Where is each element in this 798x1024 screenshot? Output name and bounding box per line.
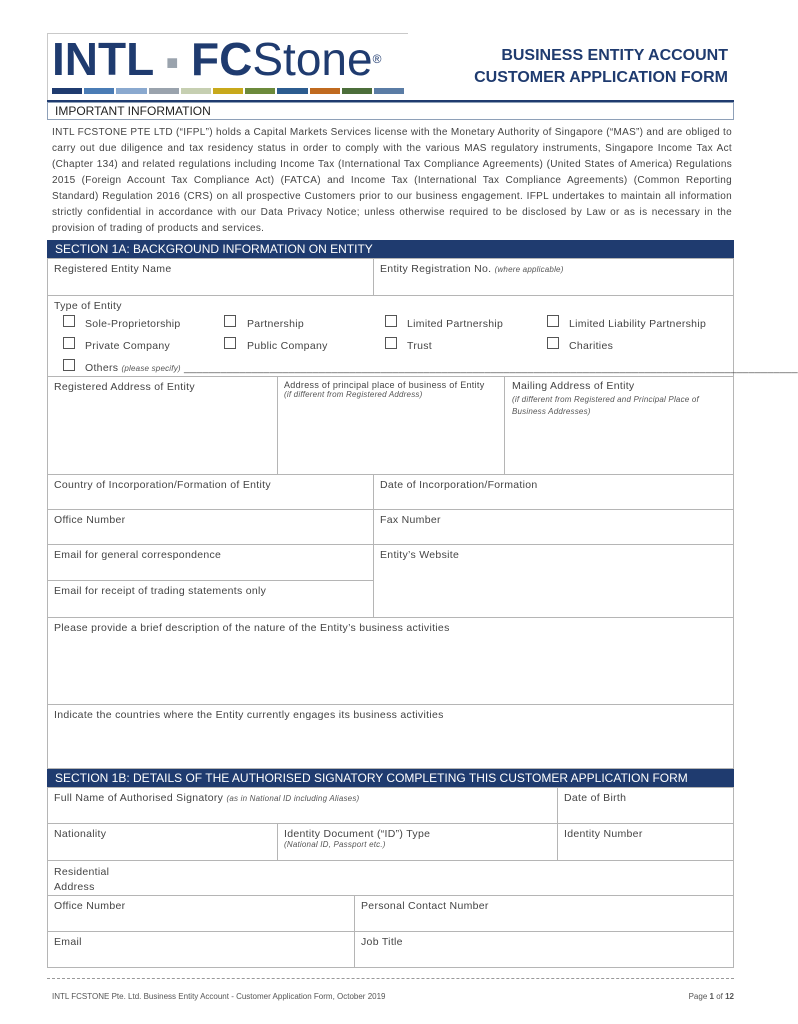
sole-proprietorship-label: Sole-Proprietorship xyxy=(85,318,181,330)
logo-fc: FC xyxy=(191,33,253,85)
important-info-text: INTL FCSTONE PTE LTD (“IFPL”) holds a Capital Markets Services license with the Monetary Authority of Singapore (“MAS”) and are obliged to carry out due diligence and tax residency status in order to comply with the various MAS regulatory instruments, Singapore Income Tax Act (Chapter 134) and related regulations including Income Tax (International Tax Compliance Agreements) (United States of America) Regulations 2015 (Foreign Account Tax Compliance Act) (FATCA) and Income Tax (International Tax Compliance Agreements) (Common Reporting Standard) Regulation 2016 (CRS) on all prospective Customers prior to our business engagement. IFPL undertakes to maintain all information strictly confidential in accordance with our Data Privacy Notice; unless otherwise required to be disclosed by Law or as is necessary in the provision of trading of products and services. xyxy=(52,127,732,234)
logo-stripe-5 xyxy=(213,88,243,94)
sole-proprietorship-checkbox[interactable] xyxy=(63,315,75,327)
logo-wordmark xyxy=(52,34,381,88)
signatory-full-name-note: (as in National ID including Aliases) xyxy=(226,794,360,803)
logo-stripe-4 xyxy=(181,88,211,94)
email-statements-label: Email for receipt of trading statements only xyxy=(54,585,267,597)
email-statements-field[interactable] xyxy=(47,580,374,618)
others-checkbox[interactable] xyxy=(63,359,75,371)
limited-liability-partnership-label: Limited Liability Partnership xyxy=(569,318,707,330)
signatory-office-number-field[interactable] xyxy=(47,895,355,932)
trust-checkbox[interactable] xyxy=(385,337,397,349)
entity-registration-no-note: (where applicable) xyxy=(494,265,564,274)
nationality-field[interactable] xyxy=(47,823,278,861)
limited-partnership-checkbox[interactable] xyxy=(385,315,397,327)
logo-color-stripes xyxy=(52,88,406,94)
others-field[interactable] xyxy=(85,362,798,374)
job-title-field[interactable] xyxy=(354,931,734,968)
logo-stripe-8 xyxy=(310,88,340,94)
job-title-label: Job Title xyxy=(361,936,403,948)
registered-entity-name-label: Registered Entity Name xyxy=(54,263,172,275)
footer-page-number xyxy=(660,992,734,1001)
charities-checkbox[interactable] xyxy=(547,337,559,349)
date-of-birth-field[interactable] xyxy=(557,787,734,824)
registered-address-field[interactable] xyxy=(47,376,278,475)
logo-stripe-10 xyxy=(374,88,404,94)
logo-separator: ■ xyxy=(166,51,179,74)
section-1b-heading: SECTION 1B: DETAILS OF THE AUTHORISED SIGNATORY COMPLETING THIS CUSTOMER APPLICATION FORM xyxy=(47,769,734,787)
charities-label: Charities xyxy=(569,340,614,352)
mailing-address-label: Mailing Address of Entity xyxy=(512,380,635,392)
footer-company: INTL FCSTONE Pte. Ltd. xyxy=(52,992,142,1001)
logo-registered-mark: ® xyxy=(372,52,382,66)
logo-stripe-7 xyxy=(277,88,307,94)
principal-address-note: (if different from Registered Address) xyxy=(284,390,423,399)
entity-registration-no-field[interactable] xyxy=(373,258,734,296)
others-note: (please specify) xyxy=(121,364,181,373)
signatory-full-name-field[interactable] xyxy=(47,787,558,824)
logo-stripe-9 xyxy=(342,88,372,94)
partnership-checkbox[interactable] xyxy=(224,315,236,327)
signatory-office-number-label: Office Number xyxy=(54,900,126,912)
id-type-label: Identity Document (“ID”) Type xyxy=(284,828,431,840)
fax-number-label: Fax Number xyxy=(380,514,441,526)
residential-address-label-2: Address xyxy=(54,881,95,893)
partnership-label: Partnership xyxy=(247,318,304,330)
business-description-field[interactable] xyxy=(47,617,734,705)
footer-left xyxy=(52,992,385,1001)
form-title xyxy=(474,45,728,89)
residential-address-field[interactable] xyxy=(47,860,734,896)
footer-rule xyxy=(47,978,734,979)
footer-page-current: 1 xyxy=(709,992,714,1001)
entity-website-field[interactable] xyxy=(373,544,734,618)
signatory-email-label: Email xyxy=(54,936,82,948)
footer-doc-title: Business Entity Account - Customer Application Form, October 2019 xyxy=(143,992,386,1001)
country-of-incorporation-field[interactable] xyxy=(47,474,374,510)
private-company-label: Private Company xyxy=(85,340,171,352)
logo-stripe-2 xyxy=(116,88,146,94)
public-company-label: Public Company xyxy=(247,340,328,352)
logo-stripe-3 xyxy=(149,88,179,94)
limited-liability-partnership-checkbox[interactable] xyxy=(547,315,559,327)
business-countries-field[interactable] xyxy=(47,704,734,769)
email-general-field[interactable] xyxy=(47,544,374,581)
entity-registration-no-label: Entity Registration No. xyxy=(380,263,492,275)
type-of-entity-label: Type of Entity xyxy=(54,300,122,312)
others-input-line: ____________________________________________________________________________________________________ xyxy=(183,362,798,374)
footer-page-of: of xyxy=(716,992,723,1001)
signatory-email-field[interactable] xyxy=(47,931,355,968)
footer-page-total: 12 xyxy=(725,992,734,1001)
registered-entity-name-field[interactable] xyxy=(47,258,374,296)
principal-address-field[interactable] xyxy=(277,376,505,475)
others-label: Others xyxy=(85,362,119,374)
footer-page-prefix: Page xyxy=(688,992,708,1001)
mailing-address-field[interactable] xyxy=(504,376,734,475)
logo-stripe-1 xyxy=(84,88,114,94)
limited-partnership-label: Limited Partnership xyxy=(407,318,504,330)
principal-address-label: Address of principal place of business of Entity xyxy=(284,380,485,390)
personal-contact-label: Personal Contact Number xyxy=(361,900,489,912)
business-description-label: Please provide a brief description of the nature of the Entity’s business activities xyxy=(54,622,450,634)
email-general-label: Email for general correspondence xyxy=(54,549,222,561)
nationality-label: Nationality xyxy=(54,828,107,840)
signatory-full-name-label: Full Name of Authorised Signatory xyxy=(54,792,224,804)
trust-label: Trust xyxy=(407,340,433,352)
section-1a-heading: SECTION 1A: BACKGROUND INFORMATION ON ENTITY xyxy=(47,240,734,258)
fax-number-field[interactable] xyxy=(373,509,734,545)
entity-office-number-field[interactable] xyxy=(47,509,374,545)
important-info-heading: IMPORTANT INFORMATION xyxy=(47,102,734,120)
logo xyxy=(47,33,408,100)
public-company-checkbox[interactable] xyxy=(224,337,236,349)
id-type-field[interactable] xyxy=(277,823,558,861)
residential-address-label-1: Residential xyxy=(54,866,110,878)
logo-stripe-6 xyxy=(245,88,275,94)
mailing-address-note: (if different from Registered and Principal Place of Business Addresses) xyxy=(512,395,699,416)
logo-stone: Stone xyxy=(252,33,373,85)
registered-address-label: Registered Address of Entity xyxy=(54,381,195,393)
entity-office-number-label: Office Number xyxy=(54,514,126,526)
date-of-birth-label: Date of Birth xyxy=(564,792,627,804)
entity-website-label: Entity’s Website xyxy=(380,549,460,561)
personal-contact-field[interactable] xyxy=(354,895,734,932)
id-type-note: (National ID, Passport etc.) xyxy=(284,840,386,849)
country-of-incorporation-label: Country of Incorporation/Formation of Entity xyxy=(54,479,271,491)
date-of-incorporation-label: Date of Incorporation/Formation xyxy=(380,479,538,491)
form-title-line1: BUSINESS ENTITY ACCOUNT xyxy=(501,47,728,64)
logo-intl: INTL xyxy=(52,33,154,85)
form-title-line2: CUSTOMER APPLICATION FORM xyxy=(474,69,728,86)
logo-stripe-0 xyxy=(52,88,82,94)
private-company-checkbox[interactable] xyxy=(63,337,75,349)
identity-number-field[interactable] xyxy=(557,823,734,861)
identity-number-label: Identity Number xyxy=(564,828,643,840)
business-countries-label: Indicate the countries where the Entity currently engages its business activities xyxy=(54,709,444,721)
date-of-incorporation-field[interactable] xyxy=(373,474,734,510)
